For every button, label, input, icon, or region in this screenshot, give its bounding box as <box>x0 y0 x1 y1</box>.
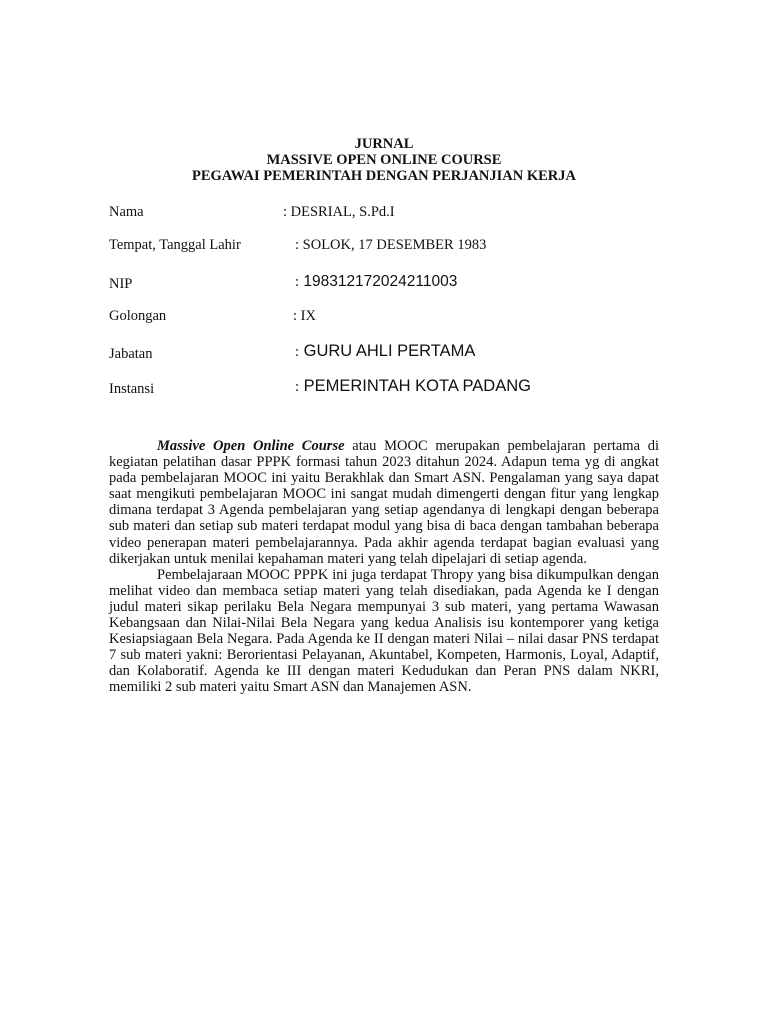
paragraph-2 <box>109 567 659 696</box>
paragraph-2-text: Pembelajaraan MOOC PPPK ini juga terdapat Thropy yang bisa dikumpulkan dengan melihat video dan membaca setiap materi yang telah disediakan, pada Agenda ke I dengan judul materi sikap perilaku Bela Negara mempunyai 3 sub materi, yang pertama Wawasan Kebangsaan dan Nilai-Nilai Bela Negara yang kedua Analisis isu kontemporer yang ketiga Kesiapsiagaan Bela Negara. Pada Agenda ke II dengan materi Nilai – nilai dasar PNS terdapat 7 sub materi yakni: Berorientasi Pelayanan, Akuntabel, Kompeten, Harmonis, Loyal, Adaptif, dan Kolaboratif. Agenda ke III dengan materi Kedudukan dan Peran PNS dalam NKRI, memiliki 2 sub materi yaitu Smart ASN dan Manajemen ASN. <box>109 566 659 696</box>
value-jabatan-wrapper <box>295 341 475 362</box>
value-instansi-wrapper <box>295 376 531 397</box>
paragraph-1 <box>109 438 659 567</box>
title-line-mooc: MASSIVE OPEN ONLINE COURSE <box>266 152 502 168</box>
colon-nip: : <box>295 274 300 290</box>
paragraph-1-lead: Massive Open Online Course <box>157 438 345 454</box>
label-nama: Nama <box>109 204 144 220</box>
document-title <box>0 136 768 184</box>
value-ttl: : SOLOK, 17 DESEMBER 1983 <box>295 237 487 253</box>
value-instansi: PEMERINTAH KOTA PADANG <box>299 377 531 395</box>
field-row-ttl <box>109 235 669 257</box>
label-nip: NIP <box>109 276 133 292</box>
colon-jabatan: : <box>295 344 300 360</box>
journal-body <box>109 438 659 696</box>
label-instansi: Instansi <box>109 381 155 397</box>
label-jabatan: Jabatan <box>109 346 153 362</box>
field-row-nip <box>109 272 669 294</box>
field-row-jabatan <box>109 341 669 363</box>
value-golongan: : IX <box>293 308 316 324</box>
value-nip-wrapper <box>295 272 457 292</box>
value-jabatan: GURU AHLI PERTAMA <box>299 342 476 360</box>
title-line-jurnal: JURNAL <box>354 136 414 152</box>
label-golongan: Golongan <box>109 308 167 324</box>
title-line-pppk: PEGAWAI PEMERINTAH DENGAN PERJANJIAN KERJA <box>191 168 576 184</box>
field-row-nama <box>109 202 669 224</box>
value-nama: : DESRIAL, S.Pd.I <box>283 204 395 220</box>
value-nip: 198312172024211003 <box>299 273 458 290</box>
field-row-instansi <box>109 376 669 398</box>
field-row-golongan <box>109 306 669 328</box>
colon-instansi: : <box>295 379 300 395</box>
label-ttl: Tempat, Tanggal Lahir <box>109 237 241 253</box>
paragraph-1-text: atau MOOC merupakan pembelajaran pertama di kegiatan pelatihan dasar PPPK formasi tahun 2023 ditahun 2024. Adapun tema yg di angkat pada pembelajaran MOOC ini yaitu Berakhlak dan Smart ASN. Pengalaman yang saya dapat saat mengikuti pembelajaran MOOC ini sangat mudah dimengerti dengan fitur yang lengkap dimana terdapat 3 Agenda pembelajaran yang setiap agendanya di lengkapi dengan beberapa sub materi dan setiap sub materi terdapat modul yang bisa di baca dengan tambahan beberapa video penerapan materi pembelajarannya. Pada akhir agenda terdapat bagian evaluasi yang dikerjakan untuk menilai kepahaman materi yang telah dipelajari di setiap agenda. <box>109 438 660 567</box>
